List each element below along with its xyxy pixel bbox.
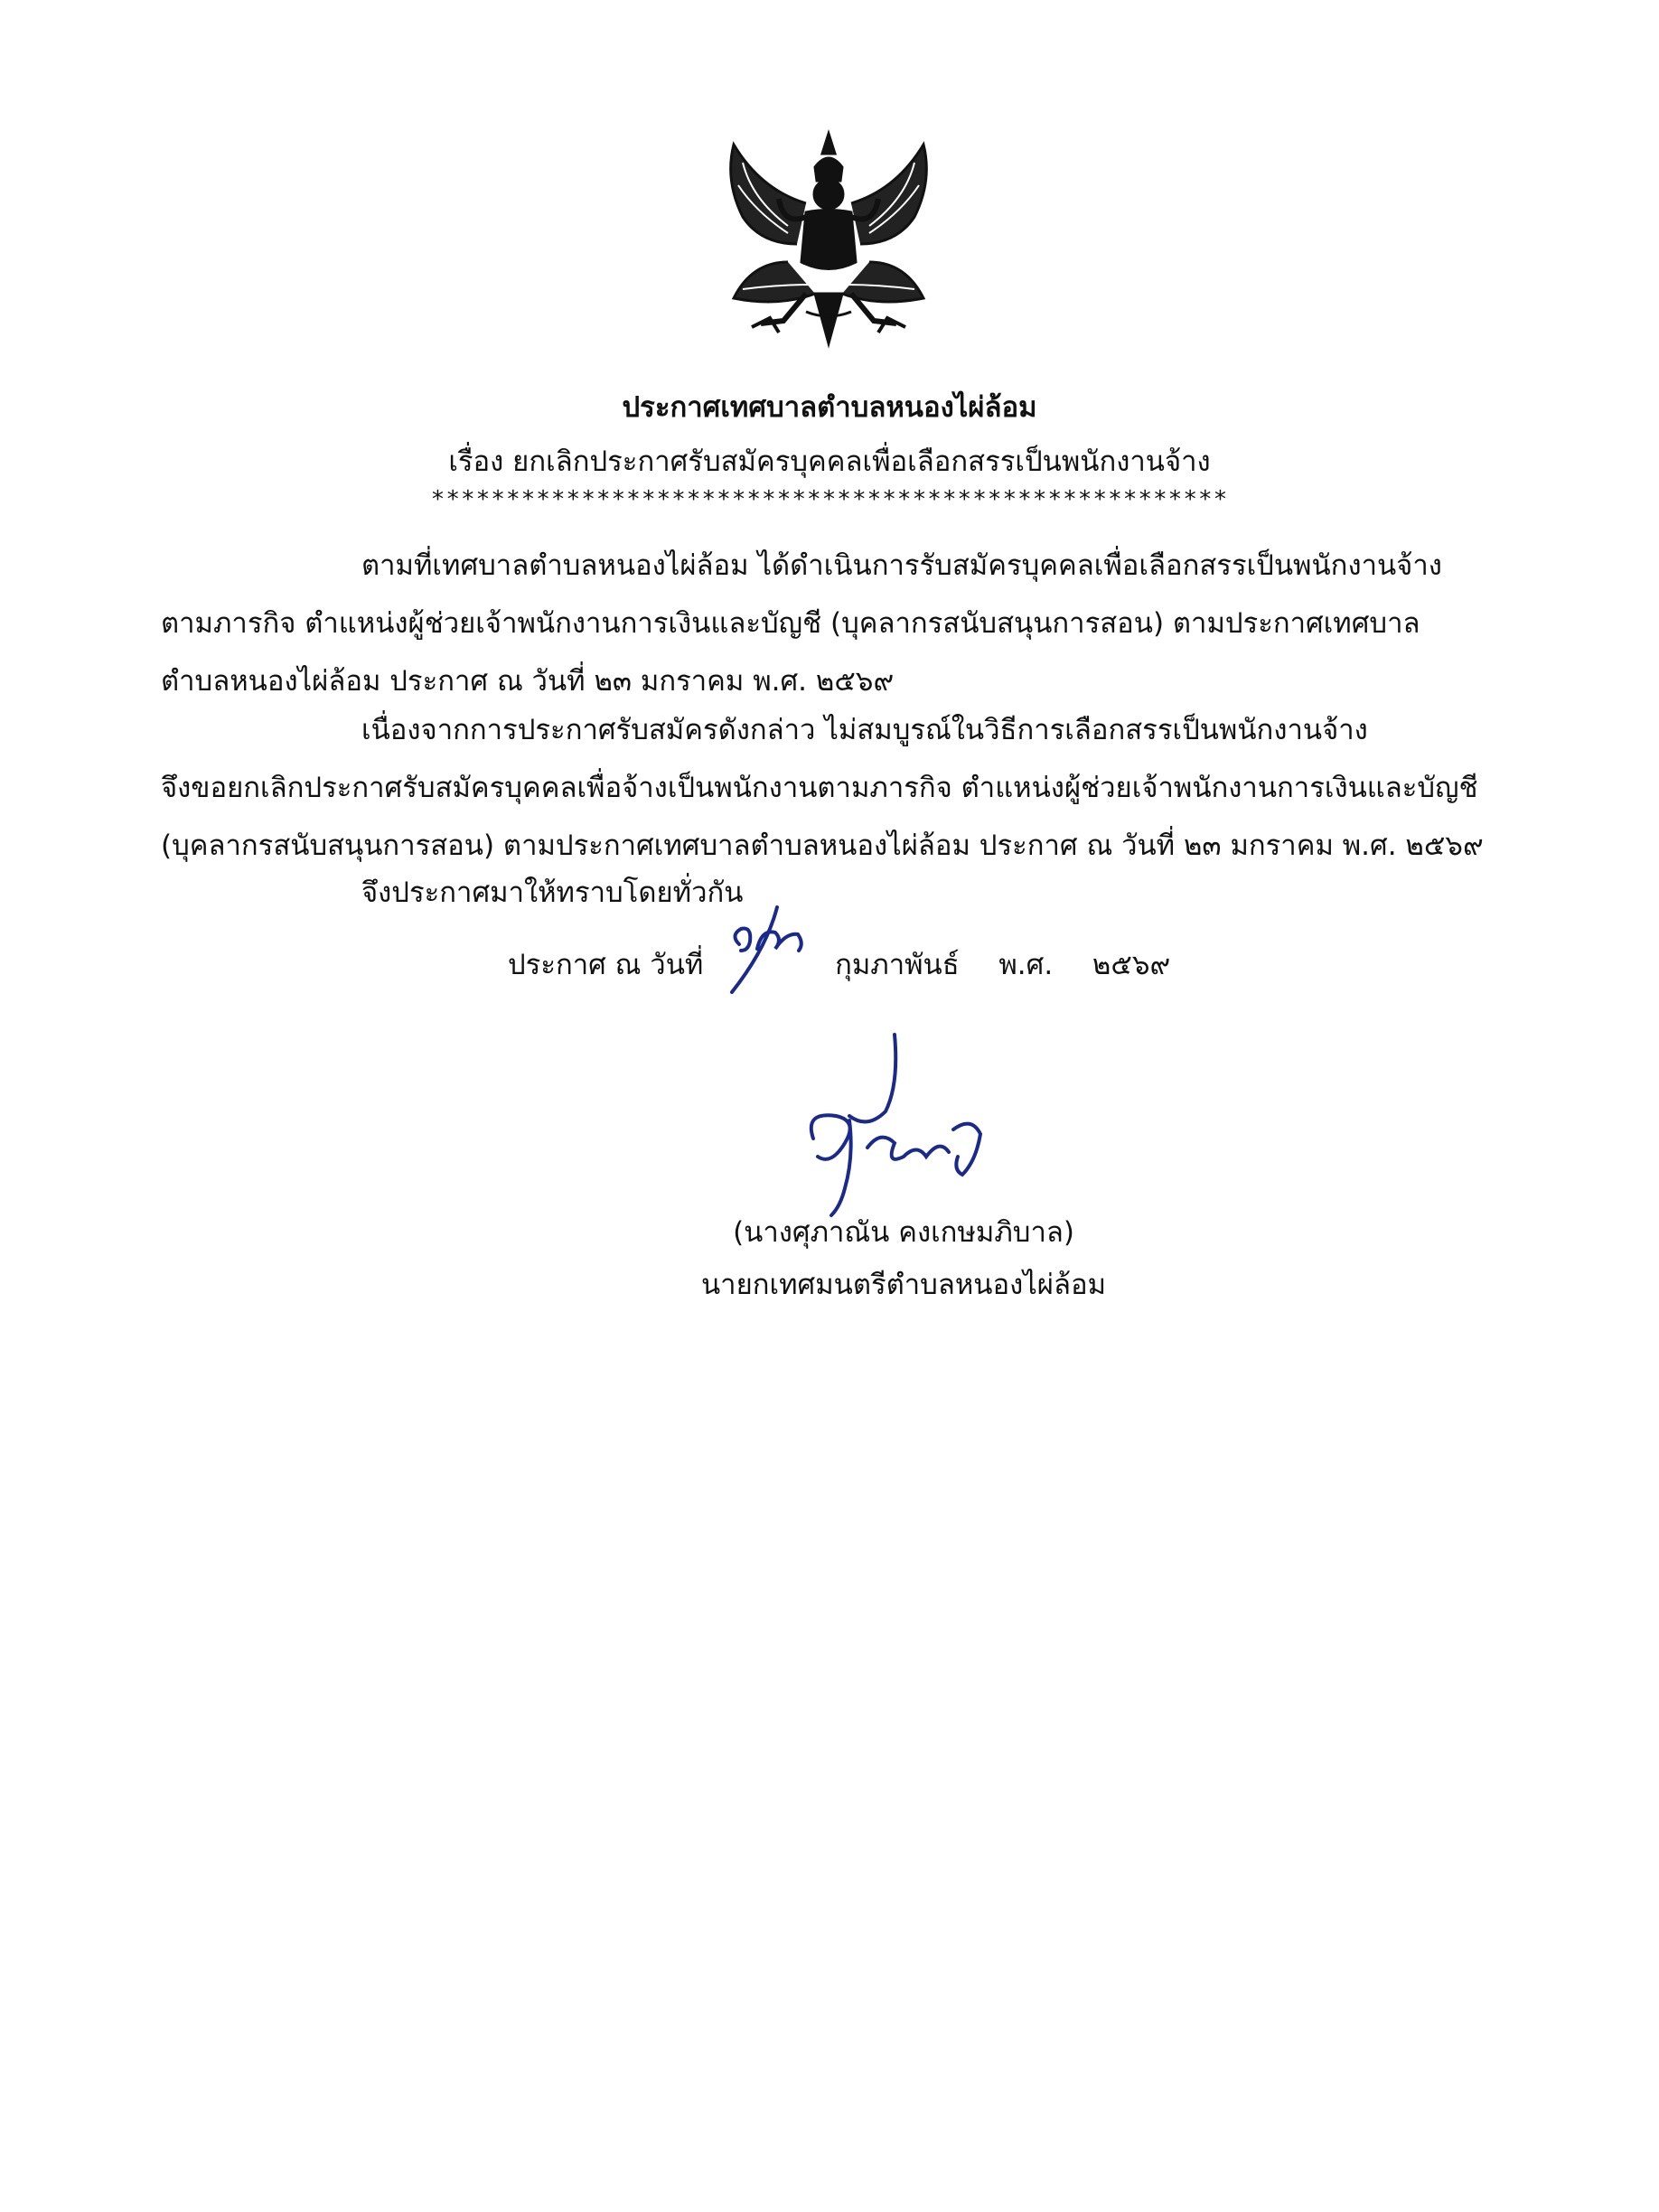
date-year-label: พ.ศ. (998, 949, 1054, 981)
paragraph-line: ตำบลหนองไผ่ล้อม ประกาศ ณ วันที่ ๒๓ มกราคม พ.ศ. ๒๕๖๙ (161, 665, 895, 698)
handwritten-day (721, 904, 820, 994)
paragraph-line: ตามภารกิจ ตำแหน่งผู้ช่วยเจ้าพนักงานการเงินและบัญชี (บุคลากรสนับสนุนการสอน) ตามประกาศเทศบาล (161, 607, 1420, 640)
date-prefix: ประกาศ ณ วันที่ (508, 949, 704, 981)
paragraph-line: จึงขอยกเลิกประกาศรับสมัครบุคคลเพื่อจ้างเป็นพนักงานตามภารกิจ ตำแหน่งผู้ช่วยเจ้าพนักงานการเงินและบัญชี (161, 772, 1478, 804)
paragraph-line: (บุคลากรสนับสนุนการสอน) ตามประกาศเทศบาลตำบลหนองไผ่ล้อม ประกาศ ณ วันที่ ๒๓ มกราคม พ.ศ. ๒๕๖๙ (161, 830, 1484, 862)
date-year: ๒๕๖๙ (1092, 949, 1171, 981)
announcement-date (508, 942, 1170, 987)
signatory-name: (นางศุภาณัน คงเกษมภิบาล) (733, 1216, 1074, 1249)
paragraph-1 (161, 537, 1487, 710)
paragraph-2 (161, 701, 1487, 875)
separator-line: ***************************************************** (430, 486, 1229, 513)
garuda-emblem-icon (698, 127, 960, 352)
signature-mark (795, 1030, 994, 1220)
paragraph-line: ตามที่เทศบาลตำบลหนองไผ่ล้อม ได้ดำเนินการรับสมัครบุคคลเพื่อเลือกสรรเป็นพนักงานจ้าง (361, 549, 1442, 582)
date-month: กุมภาพันธ์ (835, 949, 960, 981)
announcement-subject: เรื่อง ยกเลิกประกาศรับสมัครบุคคลเพื่อเลือกสรรเป็นพนักงานจ้าง (448, 445, 1211, 478)
paragraph-line: เนื่องจากการประกาศรับสมัครดังกล่าว ไม่สมบูรณ์ในวิธีการเลือกสรรเป็นพนักงานจ้าง (361, 714, 1368, 746)
announcement-title: ประกาศเทศบาลตำบลหนองไผ่ล้อม (622, 391, 1037, 424)
signatory-position: นายกเทศมนตรีตำบลหนองไผ่ล้อม (700, 1269, 1107, 1301)
closing-statement: จึงประกาศมาให้ทราบโดยทั่วกัน (361, 876, 744, 909)
